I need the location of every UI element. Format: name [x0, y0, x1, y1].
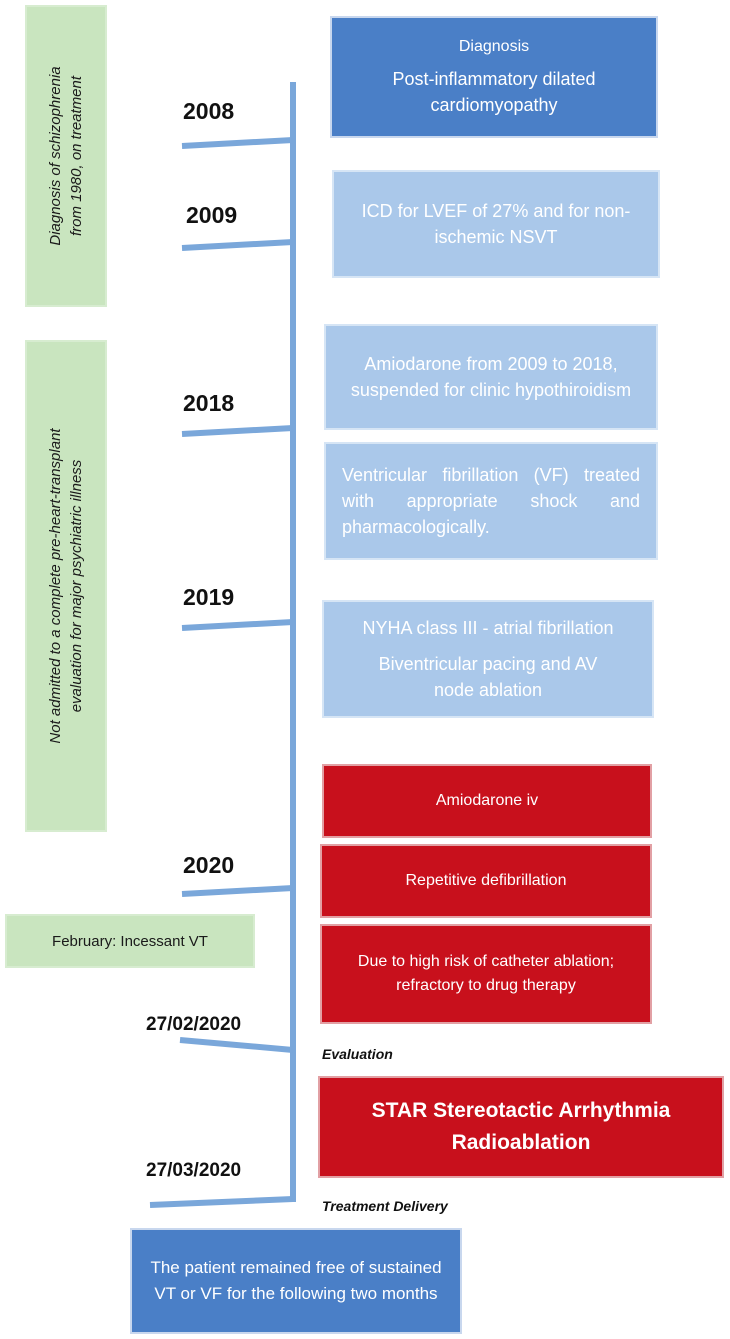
- not-admitted-line-1: Not admitted to a complete pre-heart-transplant: [47, 428, 64, 744]
- year-2009: 2009: [186, 202, 238, 228]
- year-2019: 2019: [183, 584, 235, 610]
- diagnosis-title: Diagnosis: [458, 38, 530, 55]
- outcome-text: The patient remained free of sustained VT or VF for the following two months: [150, 1258, 442, 1303]
- year-2018: 2018: [183, 390, 235, 416]
- february-note: [5, 914, 255, 968]
- tick-27-03-2020: [150, 1199, 293, 1205]
- schizophrenia-line-1: Diagnosis of schizophrenia: [47, 66, 64, 246]
- vf-box: [324, 442, 658, 560]
- year-2020: 2020: [183, 852, 235, 878]
- amiodarone-box: [324, 324, 658, 430]
- amiodarone-iv-box: [322, 764, 652, 838]
- nyha-text: NYHA class III - atrial fibrillation: [362, 618, 614, 638]
- february-text: February: Incessant VT: [52, 932, 208, 950]
- schizophrenia-line-2: from 1980, on treatment: [68, 75, 85, 237]
- tick-2008: [182, 140, 293, 146]
- star-box: [318, 1076, 724, 1178]
- diagnosis-body: Post-inflammatory dilated cardiomyopathy: [392, 69, 596, 115]
- icd-box: [332, 170, 660, 278]
- nyha-box: [322, 600, 654, 718]
- amiodarone-iv-text: Amiodarone iv: [435, 792, 539, 809]
- evaluation-label: Evaluation: [322, 1046, 393, 1062]
- icd-text: ICD for LVEF of 27% and for non-ischemic NSVT: [361, 201, 631, 247]
- vf-text: Ventricular fibrillation (VF) treated with appropriate shock and pharmacologically.: [342, 465, 640, 537]
- defibrillation-box: [320, 844, 652, 918]
- tick-27-02-2020: [180, 1040, 293, 1050]
- date-27-02-2020: 27/02/2020: [146, 1014, 242, 1035]
- risk-text: Due to high risk of catheter ablation; refractory to drug therapy: [357, 953, 615, 994]
- diagnosis-box: [330, 16, 658, 138]
- tick-2009: [182, 242, 293, 248]
- biv-text: Biventricular pacing and AV node ablation: [378, 654, 598, 700]
- year-2008: 2008: [183, 98, 235, 124]
- treatment-delivery-label: Treatment Delivery: [322, 1198, 448, 1214]
- outcome-box: [130, 1228, 462, 1334]
- risk-box: [320, 924, 652, 1024]
- tick-2018: [182, 428, 293, 434]
- star-text: STAR Stereotactic Arrhythmia Radioablation: [371, 1099, 671, 1154]
- defibrillation-text: Repetitive defibrillation: [405, 872, 567, 889]
- not-admitted-line-2: evaluation for major psychiatric illness: [68, 459, 85, 713]
- not-admitted-note: [25, 340, 107, 832]
- amiodarone-text: Amiodarone from 2009 to 2018, suspended for clinic hypothiroidism: [350, 354, 632, 400]
- date-27-03-2020: 27/03/2020: [146, 1160, 242, 1181]
- tick-2019: [182, 622, 293, 628]
- schizophrenia-note: [25, 5, 107, 307]
- tick-2020: [182, 888, 293, 894]
